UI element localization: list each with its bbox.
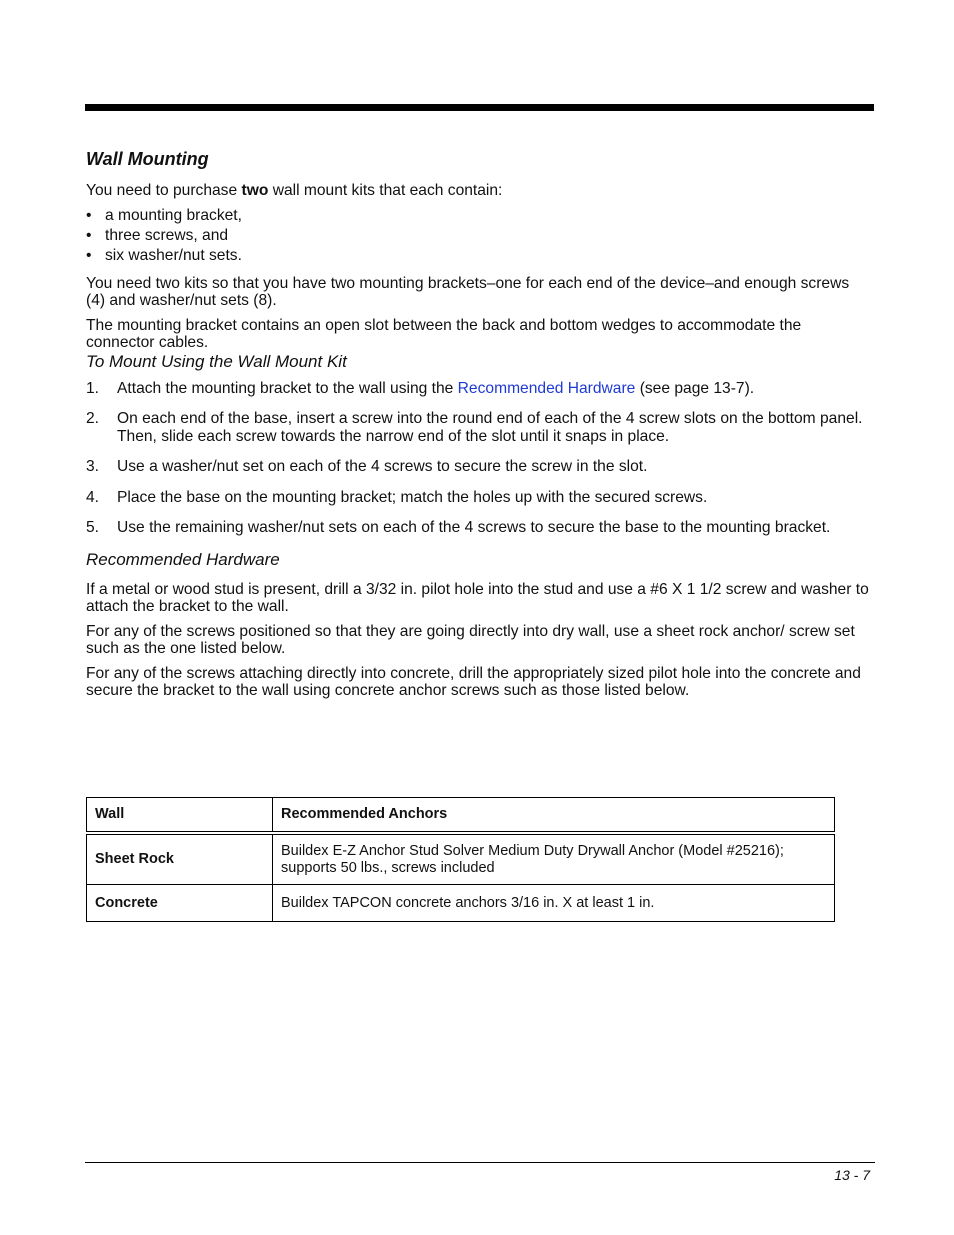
- kits-explanation-paragraph: You need two kits so that you have two mounting brackets–one for each end of the device–and enough screws (4) and washer/nut sets (8).: [86, 274, 850, 309]
- list-item-text: six washer/nut sets.: [105, 246, 242, 264]
- top-rule: [85, 104, 874, 111]
- step-text: Use the remaining washer/nut sets on each of the 4 screws to secure the base to the mounting bracket.: [117, 519, 831, 536]
- list-item: [86, 247, 871, 267]
- step-number: 5.: [86, 519, 100, 536]
- list-item: [86, 227, 871, 247]
- table-cell-anchor: Buildex TAPCON concrete anchors 3/16 in. X at least 1 in.: [273, 885, 835, 922]
- step-text-after: (see page 13-7).: [635, 379, 755, 397]
- recommended-hardware-link[interactable]: Recommended Hardware: [457, 379, 636, 397]
- table-header-row: [87, 798, 835, 834]
- step-text: Place the base on the mounting bracket; match the holes up with the secured screws.: [117, 488, 708, 506]
- step-number: 3.: [86, 458, 100, 475]
- bracket-slot-paragraph: The mounting bracket contains an open slot between the back and bottom wedges to accommodate the connector cables.: [86, 316, 802, 351]
- step-number: 1.: [86, 379, 100, 397]
- table-cell-anchor: Buildex E-Z Anchor Stud Solver Medium Duty Drywall Anchor (Model #25216); supports 50 lbs., screws included: [273, 833, 835, 885]
- step-item: [86, 519, 871, 537]
- table-row: [87, 833, 835, 885]
- page-content: [86, 148, 871, 700]
- list-item-text: a mounting bracket,: [105, 206, 242, 224]
- table-row: [87, 885, 835, 922]
- step-number: 4.: [86, 488, 100, 506]
- procedure-steps: [86, 380, 871, 537]
- concrete-paragraph: For any of the screws attaching directly into concrete, drill the appropriately sized pilot hole into the concrete and secure the bracket to the wall using concrete anchor screws such as those listed below.: [86, 664, 861, 699]
- bullet-glyph: •: [86, 206, 92, 224]
- table-header-wall: Wall: [87, 798, 273, 834]
- procedure-title: To Mount Using the Wall Mount Kit: [86, 351, 347, 371]
- step-item: [86, 410, 871, 445]
- step-number: 2.: [86, 410, 100, 427]
- step-text: Attach the mounting bracket to the wall using the: [117, 379, 458, 397]
- kit-contents-list: [86, 207, 871, 267]
- step-item: [86, 489, 871, 507]
- table-header-anchors: Recommended Anchors: [273, 798, 835, 834]
- list-item: [86, 207, 871, 227]
- step-item: [86, 380, 871, 398]
- bottom-rule: [85, 1162, 875, 1163]
- drywall-paragraph: For any of the screws positioned so that they are going directly into dry wall, use a sheet rock anchor/ screw set such as the one listed below.: [86, 622, 855, 657]
- list-item-text: three screws, and: [105, 226, 229, 244]
- page-number: 13 - 7: [834, 1167, 870, 1183]
- intro-text-bold: two: [241, 182, 269, 199]
- step-item: [86, 458, 871, 476]
- table-cell-wall: Concrete: [87, 885, 273, 922]
- stud-paragraph: If a metal or wood stud is present, drill a 3/32 in. pilot hole into the stud and use a #6 X 1 1/2 screw and washer to attach the bracket to the wall.: [86, 580, 869, 615]
- intro-text-after: wall mount kits that each contain:: [268, 182, 503, 199]
- table-cell-wall: Sheet Rock: [87, 833, 273, 885]
- bullet-glyph: •: [86, 246, 92, 264]
- section-title: Wall Mounting: [86, 149, 209, 169]
- intro-paragraph: [86, 182, 871, 200]
- step-text: On each end of the base, insert a screw into the round end of each of the 4 screw slots on the bottom panel. Then, slide each screw towards the narrow end of the slot until it snaps in place.: [117, 410, 863, 445]
- intro-text-before: You need to purchase: [86, 182, 242, 199]
- hardware-title: Recommended Hardware: [86, 549, 280, 569]
- bullet-glyph: •: [86, 226, 92, 244]
- step-text: Use a washer/nut set on each of the 4 screws to secure the screw in the slot.: [117, 458, 648, 475]
- anchors-table: [86, 797, 835, 922]
